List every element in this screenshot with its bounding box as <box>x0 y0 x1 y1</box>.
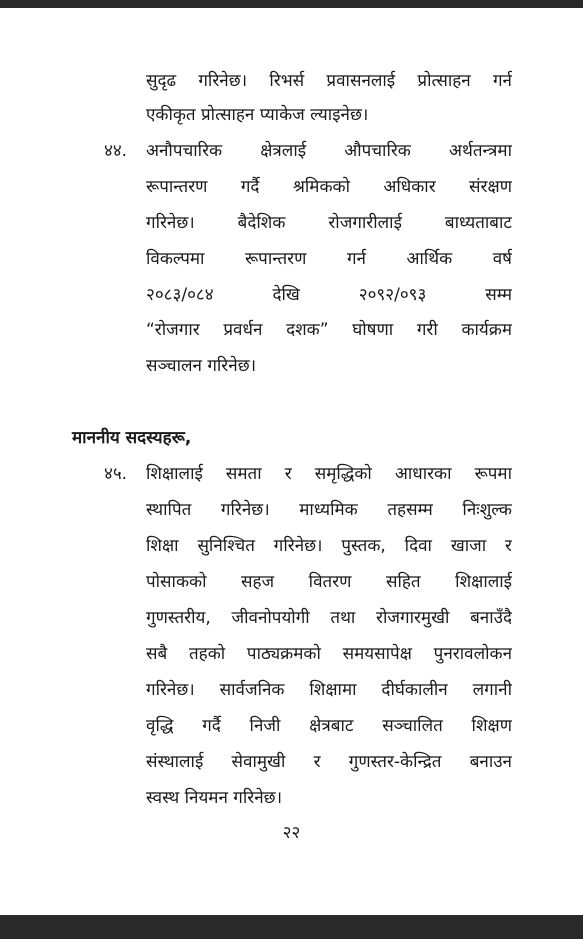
text-line: पोसाकको सहज वितरण सहित शिक्षालाई <box>146 572 512 592</box>
text-line: सुदृढ गरिनेछ। रिभर्स प्रवासनलाई प्रोत्साहन गर्न <box>146 71 512 91</box>
section-heading: माननीय सदस्यहरू, <box>72 428 192 448</box>
text-line: रूपान्तरण गर्दै श्रमिकको अधिकार संरक्षण <box>146 177 512 197</box>
text-line: “रोजगार प्रवर्धन दशक” घोषणा गरी कार्यक्रम <box>146 320 512 340</box>
text-line: विकल्पमा रूपान्तरण गर्न आर्थिक वर्ष <box>146 249 512 269</box>
bottom-border-bar <box>0 915 583 939</box>
paragraph-number: ४४. <box>104 141 128 161</box>
text-line: २०८३/०८४ देखि २०९२/०९३ सम्म <box>146 285 512 305</box>
text-line: संस्थालाई सेवामुखी र गुणस्तर-केन्द्रित बनाउन <box>146 752 512 772</box>
text-line: गुणस्तरीय, जीवनोपयोगी तथा रोजगारमुखी बनाउँदै <box>146 608 512 628</box>
text-line: वृद्धि गर्दै निजी क्षेत्रबाट सञ्चालित शिक्षण <box>146 716 512 736</box>
paragraph-number: ४५. <box>104 464 128 484</box>
text-line: शिक्षालाई समता र समृद्धिको आधारका रूपमा <box>146 464 512 484</box>
text-line: स्थापित गरिनेछ। माध्यमिक तहसम्म निःशुल्क <box>146 500 512 520</box>
text-line: गरिनेछ। सार्वजनिक शिक्षामा दीर्घकालीन लगानी <box>146 680 512 700</box>
page-number: २२ <box>282 823 301 843</box>
text-line: अनौपचारिक क्षेत्रलाई औपचारिक अर्थतन्त्रमा <box>146 141 512 161</box>
text-line: सबै तहको पाठ्यक्रमको समयसापेक्ष पुनरावलोकन <box>146 644 512 664</box>
text-line: गरिनेछ। बैदेशिक रोजगारीलाई बाध्यताबाट <box>146 213 512 233</box>
text-line: सञ्चालन गरिनेछ। <box>146 356 257 376</box>
text-line: स्वस्थ नियमन गरिनेछ। <box>146 788 283 808</box>
text-line: शिक्षा सुनिश्चित गरिनेछ। पुस्तक, दिवा खाजा र <box>146 536 512 556</box>
text-line: एकीकृत प्रोत्साहन प्याकेज ल्याइनेछ। <box>146 105 369 125</box>
